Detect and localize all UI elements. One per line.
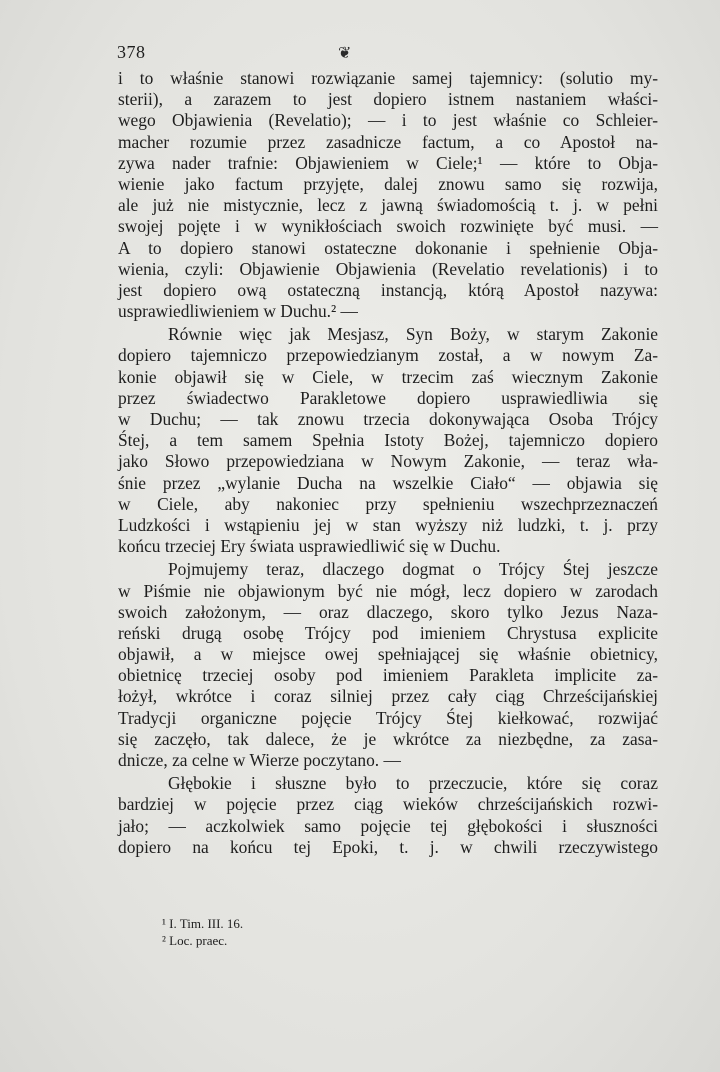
text-line: reński drugą osobę Trójcy pod imieniem Chrystusa explicite [118, 622, 658, 643]
text-line: jako Słowo przepowiedziana w Nowym Zakonie, — teraz wła- [118, 451, 658, 472]
text-line: A to dopiero stanowi ostateczne dokonanie i spełnienie Obja- [118, 237, 658, 258]
text-line: Ludzkości i wstąpieniu jej w stan wyższy niż ludzki, t. j. przy [118, 514, 658, 535]
text-line: końcu trzeciej Ery świata usprawiedliwić się w Duchu. [118, 536, 501, 557]
text-line: śnie przez „wylanie Ducha na wszelkie Ciało“ — objawia się [118, 472, 658, 493]
text-line: usprawiedliwieniem w Duchu.² — [118, 301, 358, 322]
text-line: wienie jako factum przyjęte, dalej znowu samo się rozwija, [118, 173, 658, 194]
text-line: wienia, czyli: Objawienie Objawienia (Revelatio revelationis) i to [118, 258, 658, 279]
text-line: Równie więc jak Mesjasz, Syn Boży, w starym Zakonie [168, 324, 658, 345]
text-line: objawił, a w miejsce owej spełniającej się właśnie obietnicy, [118, 644, 658, 665]
ornament-icon: ❦ [338, 45, 352, 62]
text-line: dopiero tajemniczo przepowiedzianym został, a w nowym Za- [118, 345, 658, 366]
text-line: dopiero na końcu tej Epoki, t. j. w chwili rzeczywistego [118, 836, 658, 857]
footnote: ¹ I. Tim. III. 16. [162, 916, 244, 931]
text-line: swojej pojęte i w wynikłościach swoich rozwinięte być musi. — [118, 216, 658, 237]
text-line: swoich założonym, — oraz dlaczego, skoro tylko Jezus Naza- [118, 601, 658, 622]
text-line: konie objawił się w Ciele, w trzecim zaś wiecznym Zakonie [118, 366, 658, 387]
page-number: 378 [117, 42, 146, 62]
text-line: w Piśmie nie objawionym być nie mógł, lecz dopiero w zarodach [118, 580, 658, 601]
paragraph [118, 324, 658, 557]
text-line: i to właśnie stanowi rozwiązanie samej tajemnicy: (solutio my- [118, 68, 658, 88]
text-line: obietnicę trzeciej osoby pod imieniem Parakleta implicite za- [118, 665, 658, 686]
paragraph [118, 559, 658, 771]
text-line: zywa nader trafnie: Objawieniem w Ciele;¹ — które to Obja- [118, 152, 658, 173]
text-line: Głębokie i słuszne było to przeczucie, które się coraz [168, 773, 658, 794]
text-line: łożył, wkrótce i coraz silniej przez cały ciąg Chrześcijańskiej [118, 686, 658, 707]
text-line: się zaczęło, tak dalece, że je wkrótce za niezbędne, za zasa- [118, 728, 658, 749]
text-line: w Duchu; — tak znowu trzecia dokonywająca Osoba Trójcy [118, 409, 658, 429]
text-line: ale już nie mistycznie, lecz z jawną świadomością t. j. w pełni [118, 195, 658, 216]
text-line: bardziej w pojęcie przez ciąg wieków chrześcijańskich rozwi- [118, 794, 658, 815]
text-line: Śtej, a tem samem Spełnia Istoty Bożej, tajemniczo dopiero [118, 430, 658, 451]
text-line: jest dopiero ową ostateczną instancją, którą Apostoł nazywa: [118, 279, 658, 300]
text-line: sterii), a zarazem to jest dopiero istnem nastaniem właści- [118, 89, 658, 110]
text-line: macher rozumie przez zasadnicze factum, a co Apostoł na- [118, 131, 658, 152]
body-text [118, 68, 658, 858]
paragraph [118, 68, 658, 322]
footnote: ² Loc. praec. [162, 933, 228, 948]
text-line: dnicze, za celne w Wierze poczytano. — [118, 750, 401, 770]
paragraph [118, 773, 658, 858]
text-line: Tradycji organiczne pojęcie Trójcy Śtej kiełkować, rozwijać [118, 707, 658, 728]
text-line: jało; — aczkolwiek samo pojęcie tej głębokości i słuszności [118, 815, 658, 836]
text-line: wego Objawienia (Revelatio); — i to jest właśnie co Schleier- [118, 110, 658, 131]
text-line: Pojmujemy teraz, dlaczego dogmat o Trójcy Śtej jeszcze [168, 559, 658, 580]
text-line: w Ciele, aby nakoniec przy spełnieniu wszechprzeznaczeń [118, 493, 658, 514]
footnotes [162, 915, 243, 949]
text-line: przez świadectwo Parakletowe dopiero usprawiedliwia się [118, 387, 658, 408]
